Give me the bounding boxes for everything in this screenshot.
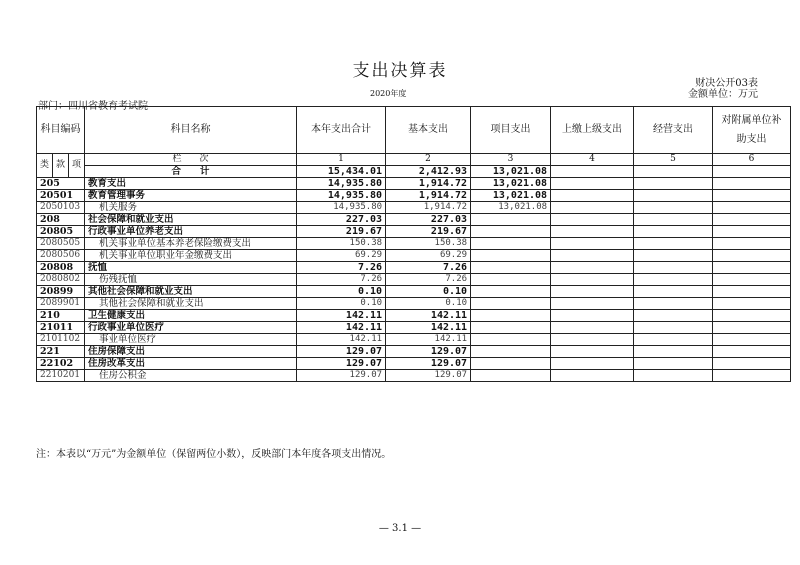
row-business bbox=[634, 262, 713, 274]
header-subsidy-label: 对附属单位补助支出 bbox=[721, 115, 782, 145]
table-row bbox=[37, 310, 791, 322]
row-name: 抚恤 bbox=[85, 262, 297, 274]
table-row bbox=[37, 214, 791, 226]
row-business bbox=[634, 238, 713, 250]
col-number-4: 4 bbox=[551, 154, 634, 166]
row-project bbox=[471, 346, 551, 358]
row-code: 20899 bbox=[37, 286, 85, 298]
col-number-5: 5 bbox=[634, 154, 713, 166]
expenditure-table bbox=[36, 106, 791, 382]
row-business bbox=[634, 358, 713, 370]
row-total: 129.07 bbox=[297, 346, 386, 358]
row-name: 教育管理事务 bbox=[85, 190, 297, 202]
department-label: 部门：四川省教育考试院 bbox=[38, 101, 148, 112]
row-total: 219.67 bbox=[297, 226, 386, 238]
total-row bbox=[37, 166, 791, 178]
row-business bbox=[634, 190, 713, 202]
row-project bbox=[471, 274, 551, 286]
row-subsidy bbox=[713, 346, 791, 358]
row-subsidy bbox=[713, 310, 791, 322]
row-basic: 150.38 bbox=[386, 238, 471, 250]
form-code: 财决公开03表 bbox=[695, 78, 758, 89]
row-business bbox=[634, 346, 713, 358]
row-project bbox=[471, 370, 551, 382]
row-upper bbox=[551, 334, 634, 346]
col-number-3: 3 bbox=[471, 154, 551, 166]
header-xiang: 项 bbox=[69, 154, 85, 178]
row-upper bbox=[551, 250, 634, 262]
row-total: 142.11 bbox=[297, 322, 386, 334]
row-project bbox=[471, 214, 551, 226]
row-project bbox=[471, 238, 551, 250]
row-subsidy bbox=[713, 226, 791, 238]
total-total: 15,434.01 bbox=[297, 166, 386, 178]
row-name: 其他社会保障和就业支出 bbox=[85, 286, 297, 298]
row-total: 227.03 bbox=[297, 214, 386, 226]
row-code: 21011 bbox=[37, 322, 85, 334]
row-project bbox=[471, 358, 551, 370]
table-row bbox=[37, 346, 791, 358]
row-project: 13,021.08 bbox=[471, 202, 551, 214]
table-row bbox=[37, 334, 791, 346]
page-title: 支出决算表 bbox=[352, 61, 448, 81]
col-number-2: 2 bbox=[386, 154, 471, 166]
row-code: 2080505 bbox=[37, 238, 85, 250]
row-basic: 142.11 bbox=[386, 322, 471, 334]
row-code: 2101102 bbox=[37, 334, 85, 346]
row-upper bbox=[551, 286, 634, 298]
row-upper bbox=[551, 322, 634, 334]
row-subsidy bbox=[713, 214, 791, 226]
row-basic: 219.67 bbox=[386, 226, 471, 238]
row-name: 住房改革支出 bbox=[85, 358, 297, 370]
row-name: 机关事业单位职业年金缴费支出 bbox=[85, 250, 297, 262]
row-basic: 129.07 bbox=[386, 358, 471, 370]
row-code: 208 bbox=[37, 214, 85, 226]
row-upper bbox=[551, 214, 634, 226]
table-row bbox=[37, 238, 791, 250]
row-name: 住房公积金 bbox=[85, 370, 297, 382]
row-subsidy bbox=[713, 298, 791, 310]
table-row bbox=[37, 370, 791, 382]
row-subsidy bbox=[713, 322, 791, 334]
header-basic: 基本支出 bbox=[386, 107, 471, 154]
col-number-1: 1 bbox=[297, 154, 386, 166]
row-name: 社会保障和就业支出 bbox=[85, 214, 297, 226]
column-number-row bbox=[37, 154, 791, 166]
row-basic: 142.11 bbox=[386, 310, 471, 322]
table-row bbox=[37, 250, 791, 262]
header-code: 科目编码 bbox=[37, 107, 85, 154]
row-project bbox=[471, 286, 551, 298]
fiscal-year: 2020年度 bbox=[370, 89, 407, 98]
row-code: 2210201 bbox=[37, 370, 85, 382]
row-upper bbox=[551, 226, 634, 238]
amount-unit: 金额单位：万元 bbox=[688, 89, 758, 100]
row-basic: 0.10 bbox=[386, 286, 471, 298]
row-subsidy bbox=[713, 262, 791, 274]
row-total: 7.26 bbox=[297, 274, 386, 286]
row-business bbox=[634, 274, 713, 286]
header-name: 科目名称 bbox=[85, 107, 297, 154]
row-basic: 1,914.72 bbox=[386, 190, 471, 202]
row-name: 行政事业单位养老支出 bbox=[85, 226, 297, 238]
row-business bbox=[634, 334, 713, 346]
row-upper bbox=[551, 202, 634, 214]
row-code: 205 bbox=[37, 178, 85, 190]
total-subsidy bbox=[713, 166, 791, 178]
row-name: 教育支出 bbox=[85, 178, 297, 190]
row-business bbox=[634, 226, 713, 238]
page-number: — 3.1 — bbox=[378, 523, 422, 534]
row-project: 13,021.08 bbox=[471, 178, 551, 190]
row-total: 142.11 bbox=[297, 334, 386, 346]
row-subsidy bbox=[713, 358, 791, 370]
row-total: 0.10 bbox=[297, 286, 386, 298]
row-code: 20808 bbox=[37, 262, 85, 274]
row-basic: 129.07 bbox=[386, 370, 471, 382]
table-row bbox=[37, 358, 791, 370]
row-upper bbox=[551, 190, 634, 202]
row-code: 20805 bbox=[37, 226, 85, 238]
row-total: 129.07 bbox=[297, 370, 386, 382]
row-basic: 0.10 bbox=[386, 298, 471, 310]
row-basic: 7.26 bbox=[386, 262, 471, 274]
row-name: 行政事业单位医疗 bbox=[85, 322, 297, 334]
header-upper: 上缴上级支出 bbox=[551, 107, 634, 154]
row-subsidy bbox=[713, 238, 791, 250]
row-upper bbox=[551, 310, 634, 322]
row-code: 22102 bbox=[37, 358, 85, 370]
row-total: 0.10 bbox=[297, 298, 386, 310]
table-row bbox=[37, 286, 791, 298]
row-upper bbox=[551, 238, 634, 250]
row-total: 150.38 bbox=[297, 238, 386, 250]
row-business bbox=[634, 310, 713, 322]
row-total: 129.07 bbox=[297, 358, 386, 370]
row-basic: 7.26 bbox=[386, 274, 471, 286]
table-row bbox=[37, 190, 791, 202]
row-code: 2089901 bbox=[37, 298, 85, 310]
row-basic: 69.29 bbox=[386, 250, 471, 262]
row-upper bbox=[551, 274, 634, 286]
row-name: 住房保障支出 bbox=[85, 346, 297, 358]
row-code: 20501 bbox=[37, 190, 85, 202]
row-basic: 227.03 bbox=[386, 214, 471, 226]
total-upper bbox=[551, 166, 634, 178]
row-name: 机关服务 bbox=[85, 202, 297, 214]
row-code: 2080506 bbox=[37, 250, 85, 262]
row-subsidy bbox=[713, 178, 791, 190]
header-lan-ci: 栏 次 bbox=[85, 154, 297, 166]
row-subsidy bbox=[713, 286, 791, 298]
header-subsidy bbox=[713, 107, 791, 154]
row-business bbox=[634, 214, 713, 226]
row-subsidy bbox=[713, 334, 791, 346]
row-name: 事业单位医疗 bbox=[85, 334, 297, 346]
row-business bbox=[634, 250, 713, 262]
row-subsidy bbox=[713, 202, 791, 214]
table-row bbox=[37, 298, 791, 310]
row-total: 69.29 bbox=[297, 250, 386, 262]
row-business bbox=[634, 322, 713, 334]
row-code: 221 bbox=[37, 346, 85, 358]
header-business: 经营支出 bbox=[634, 107, 713, 154]
total-project: 13,021.08 bbox=[471, 166, 551, 178]
table-row bbox=[37, 274, 791, 286]
header-lei: 类 bbox=[37, 154, 53, 178]
table-header-row bbox=[37, 107, 791, 154]
col-number-6: 6 bbox=[713, 154, 791, 166]
row-name: 伤残抚恤 bbox=[85, 274, 297, 286]
row-business bbox=[634, 286, 713, 298]
row-basic: 129.07 bbox=[386, 346, 471, 358]
row-business bbox=[634, 202, 713, 214]
row-subsidy bbox=[713, 190, 791, 202]
total-business bbox=[634, 166, 713, 178]
table-row bbox=[37, 178, 791, 190]
table-row bbox=[37, 202, 791, 214]
row-code: 210 bbox=[37, 310, 85, 322]
row-business bbox=[634, 370, 713, 382]
row-upper bbox=[551, 370, 634, 382]
total-basic: 2,412.93 bbox=[386, 166, 471, 178]
row-total: 7.26 bbox=[297, 262, 386, 274]
row-upper bbox=[551, 178, 634, 190]
row-project bbox=[471, 334, 551, 346]
header-project: 项目支出 bbox=[471, 107, 551, 154]
row-total: 14,935.80 bbox=[297, 190, 386, 202]
row-subsidy bbox=[713, 274, 791, 286]
table-row bbox=[37, 322, 791, 334]
total-label: 合 计 bbox=[85, 166, 297, 178]
row-name: 卫生健康支出 bbox=[85, 310, 297, 322]
row-project bbox=[471, 298, 551, 310]
row-basic: 142.11 bbox=[386, 334, 471, 346]
header-kuan: 款 bbox=[53, 154, 69, 178]
row-code: 2080802 bbox=[37, 274, 85, 286]
row-project bbox=[471, 226, 551, 238]
row-project bbox=[471, 310, 551, 322]
row-business bbox=[634, 178, 713, 190]
row-basic: 1,914.72 bbox=[386, 178, 471, 190]
row-upper bbox=[551, 298, 634, 310]
row-project bbox=[471, 262, 551, 274]
row-basic: 1,914.72 bbox=[386, 202, 471, 214]
table-note: 注：本表以“万元”为金额单位（保留两位小数），反映部门本年度各项支出情况。 bbox=[36, 449, 392, 460]
row-project: 13,021.08 bbox=[471, 190, 551, 202]
row-name: 其他社会保障和就业支出 bbox=[85, 298, 297, 310]
row-name: 机关事业单位基本养老保险缴费支出 bbox=[85, 238, 297, 250]
row-total: 14,935.80 bbox=[297, 202, 386, 214]
table-row bbox=[37, 226, 791, 238]
header-total: 本年支出合计 bbox=[297, 107, 386, 154]
row-business bbox=[634, 298, 713, 310]
row-upper bbox=[551, 346, 634, 358]
row-code: 2050103 bbox=[37, 202, 85, 214]
table-row bbox=[37, 262, 791, 274]
row-project bbox=[471, 322, 551, 334]
row-project bbox=[471, 250, 551, 262]
row-upper bbox=[551, 358, 634, 370]
row-subsidy bbox=[713, 250, 791, 262]
row-total: 142.11 bbox=[297, 310, 386, 322]
row-subsidy bbox=[713, 370, 791, 382]
row-total: 14,935.80 bbox=[297, 178, 386, 190]
row-upper bbox=[551, 262, 634, 274]
